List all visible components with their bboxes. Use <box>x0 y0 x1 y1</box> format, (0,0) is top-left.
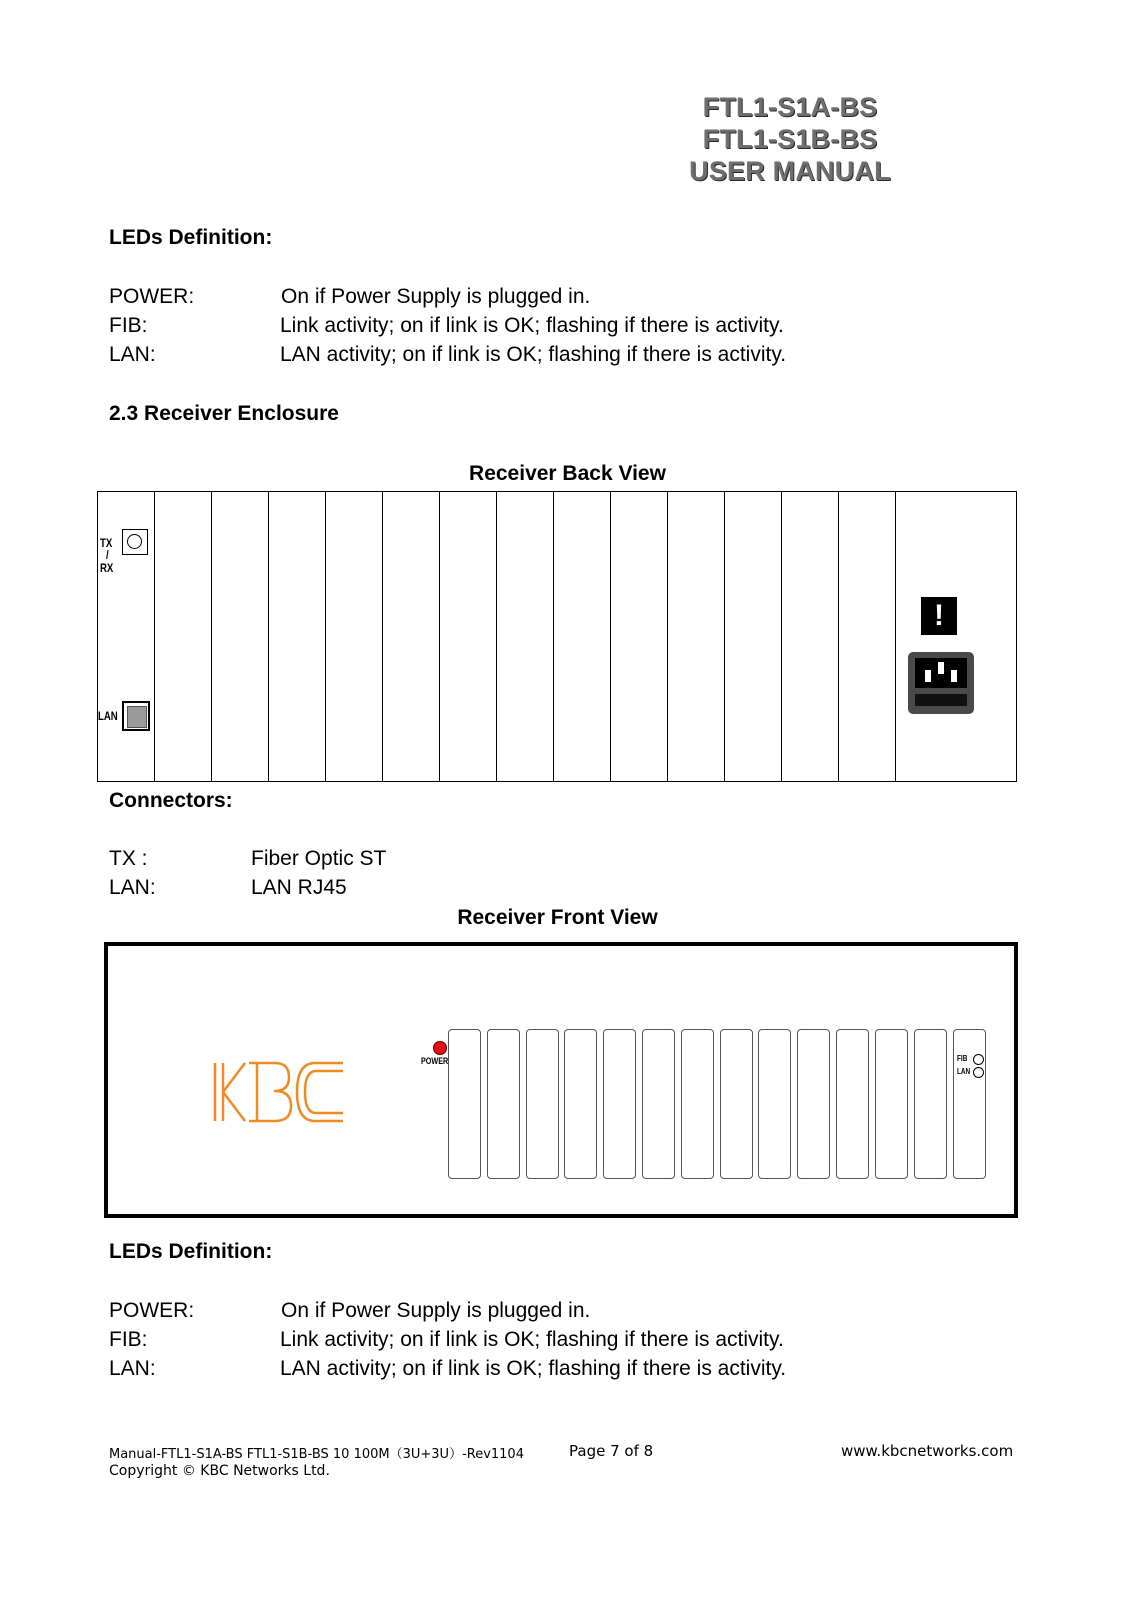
fiber-st-connector-icon <box>122 529 148 555</box>
slot-divider <box>268 492 269 781</box>
card-slot <box>875 1029 908 1179</box>
footer-doc-id: Manual-FTL1-S1A-BS FTL1-S1B-BS 10 100M（3U+3U）-Rev1104 <box>109 1447 524 1462</box>
led-desc: LAN activity; on if link is OK; flashing if there is activity. <box>280 343 787 366</box>
manual-title-line-1: FTL1-S1A-BS <box>702 92 878 122</box>
card-slot <box>487 1029 520 1179</box>
slot-divider <box>211 492 212 781</box>
card-slot <box>603 1029 636 1179</box>
slot-divider <box>382 492 383 781</box>
inlet-pin <box>951 670 957 682</box>
manual-title-line-2: FTL1-S1B-BS <box>702 124 878 154</box>
slot-divider <box>553 492 554 781</box>
slot-divider <box>610 492 611 781</box>
receiver-back-view-diagram <box>97 491 1017 782</box>
fib-led-indicator <box>973 1054 984 1065</box>
back-view-caption: Receiver Back View <box>469 462 666 485</box>
slot-divider <box>154 492 155 781</box>
card-slot <box>914 1029 947 1179</box>
rx-label: RX <box>100 561 114 575</box>
inlet-pin <box>938 662 944 674</box>
section-heading: 2.3 Receiver Enclosure <box>109 402 339 425</box>
card-slot <box>448 1029 481 1179</box>
slot-divider <box>325 492 326 781</box>
warning-icon: ! <box>921 597 957 635</box>
led-term: LAN: <box>109 343 156 366</box>
slot-divider <box>838 492 839 781</box>
card-slot <box>681 1029 714 1179</box>
slot-divider <box>496 492 497 781</box>
fib-led-label: FIB <box>957 1054 968 1063</box>
power-inlet-bar <box>915 694 967 706</box>
card-slot <box>526 1029 559 1179</box>
connectors-heading: Connectors: <box>109 789 233 812</box>
lan-led-label: LAN <box>957 1067 971 1076</box>
tx-rx-slash-label: / <box>106 548 109 562</box>
lan-led-indicator <box>973 1067 984 1078</box>
inlet-pin <box>925 670 931 682</box>
led-term: POWER: <box>109 1299 195 1322</box>
connector-desc: LAN RJ45 <box>251 876 347 899</box>
slot-divider <box>439 492 440 781</box>
front-view-caption: Receiver Front View <box>457 906 658 929</box>
connector-desc: Fiber Optic ST <box>251 847 387 870</box>
led-term: POWER: <box>109 285 195 308</box>
led-desc: Link activity; on if link is OK; flashing if there is activity. <box>280 1328 784 1351</box>
led-desc: On if Power Supply is plugged in. <box>281 1299 591 1322</box>
card-slot <box>797 1029 830 1179</box>
led-desc: Link activity; on if link is OK; flashing if there is activity. <box>280 314 784 337</box>
receiver-front-view-diagram <box>104 942 1018 1218</box>
slot-divider <box>667 492 668 781</box>
connector-term: LAN: <box>109 876 156 899</box>
slot-divider <box>724 492 725 781</box>
card-slot <box>758 1029 791 1179</box>
power-inlet-icon <box>908 652 974 714</box>
leds-definition-heading-1: LEDs Definition: <box>109 226 273 249</box>
footer-website: www.kbcnetworks.com <box>841 1442 1014 1460</box>
led-desc: On if Power Supply is plugged in. <box>281 285 591 308</box>
power-led-label: POWER <box>421 1056 449 1066</box>
footer-page-number: Page 7 of 8 <box>569 1442 654 1460</box>
footer-copyright: Copyright © KBC Networks Ltd. <box>109 1463 330 1479</box>
card-slot <box>564 1029 597 1179</box>
slot-divider <box>781 492 782 781</box>
led-desc: LAN activity; on if link is OK; flashing if there is activity. <box>280 1357 787 1380</box>
lan-port-label: LAN <box>98 709 118 723</box>
connector-term: TX : <box>109 847 148 870</box>
leds-definition-heading-2: LEDs Definition: <box>109 1240 273 1263</box>
tx-label: TX <box>100 536 113 550</box>
card-slot <box>836 1029 869 1179</box>
slot-divider <box>895 492 896 781</box>
power-inlet-socket <box>915 658 967 688</box>
led-term: LAN: <box>109 1357 156 1380</box>
manual-title-line-3: USER MANUAL <box>689 156 891 186</box>
led-term: FIB: <box>109 314 148 337</box>
card-slot <box>642 1029 675 1179</box>
card-slot <box>720 1029 753 1179</box>
led-term: FIB: <box>109 1328 148 1351</box>
power-led-indicator <box>433 1041 447 1055</box>
kbc-logo <box>211 1061 346 1123</box>
rj45-port-icon <box>122 701 150 731</box>
card-slot-active <box>953 1029 986 1179</box>
